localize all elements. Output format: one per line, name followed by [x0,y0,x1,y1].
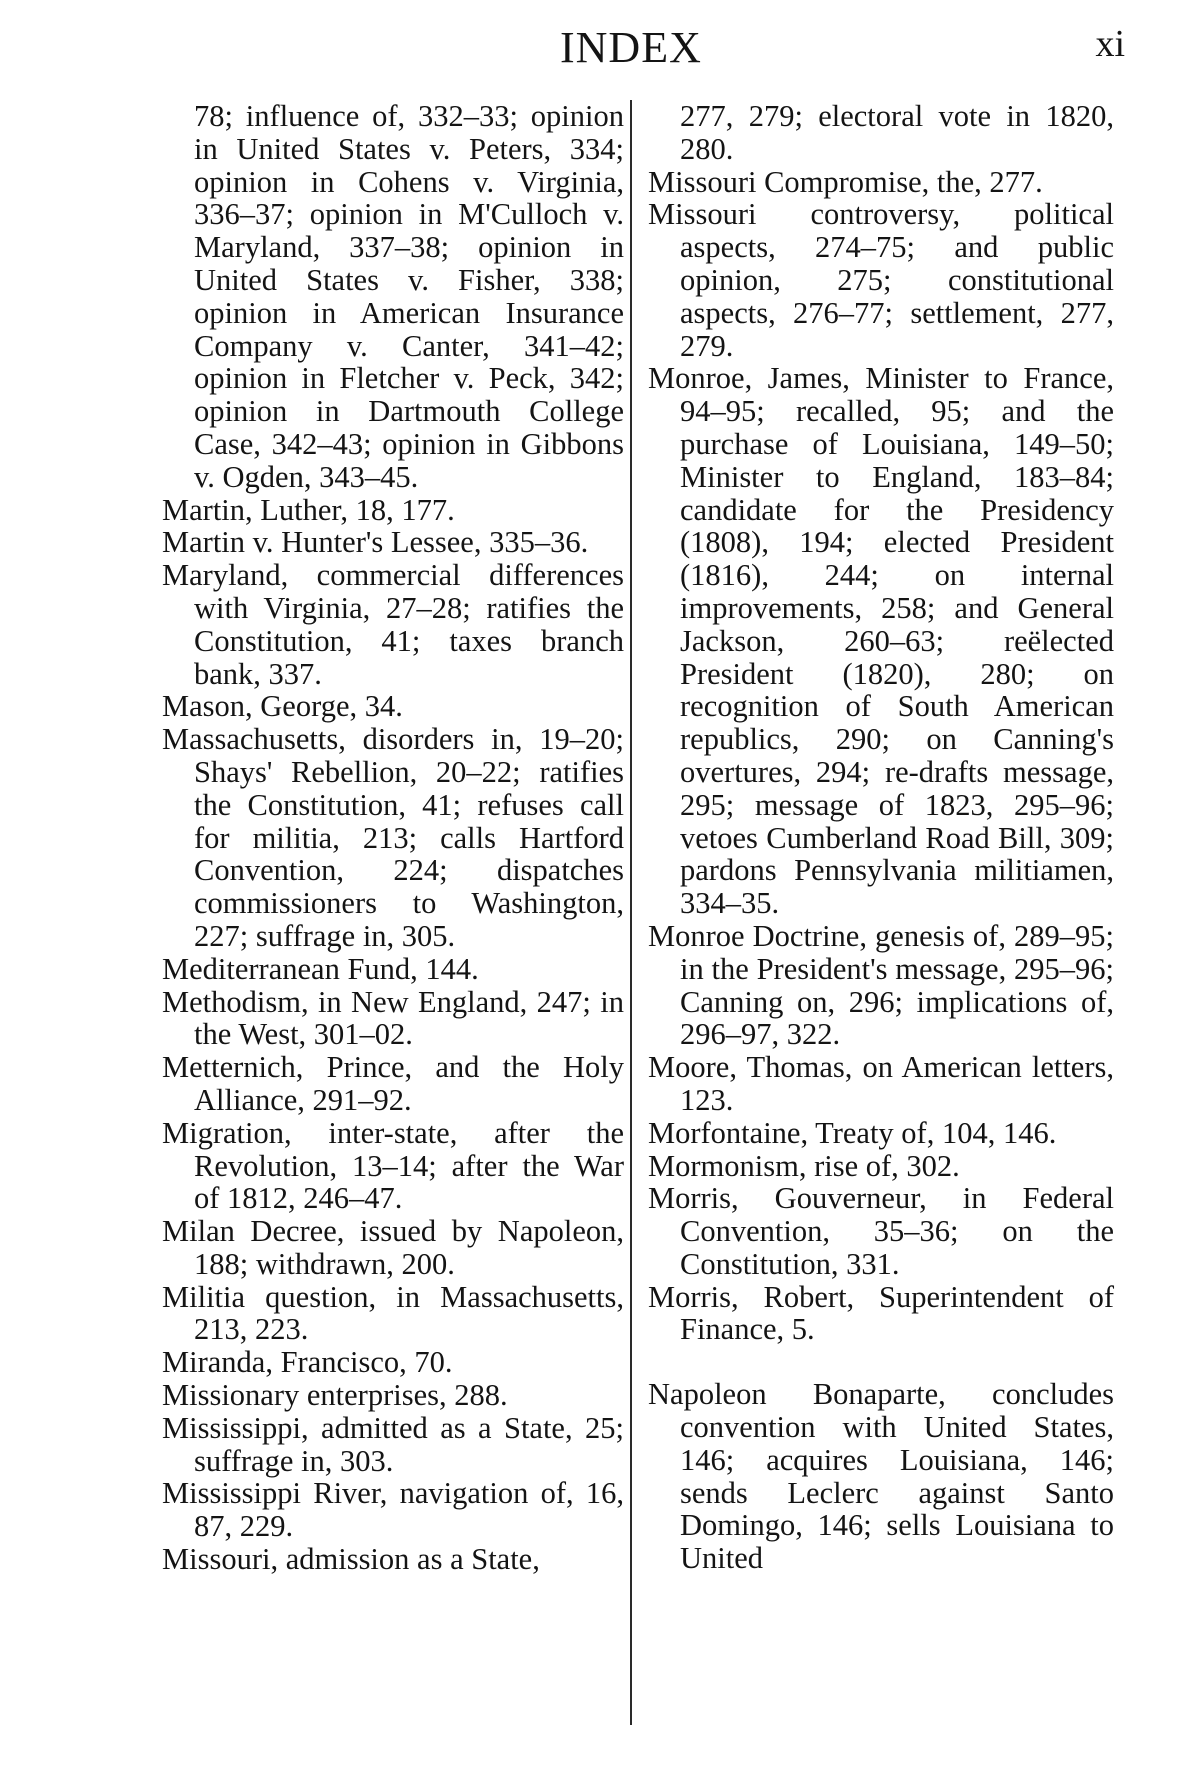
running-head [0,22,1185,82]
index-entry: Massachusetts, disorders in, 19–20; Shays' Rebellion, 20–22; ratifies the Constitution, 41; refuses call for militia, 213; calls Hartford Convention, 224; dispatches commissioners to Washington, 227; suffrage in, 305. [162,722,624,953]
index-entry: Morris, Gouverneur, in Federal Convention, 35–36; on the Constitution, 331. [648,1181,1114,1281]
index-entry: Martin v. Hunter's Lessee, 335–36. [162,525,589,560]
index-entry: Mediterranean Fund, 144. [162,951,479,986]
index-column-right [648,100,1114,1575]
index-entry: Monroe, James, Minister to France, 94–95; recalled, 95; and the purchase of Louisiana, 149–50; Minister to England, 183–84; candidate for the Presidency (1808), 194; elected President (1816), 244; on internal improvements, 258; and General Jackson, 260–63; reëlected President (1820), 280; on recognition of South American republics, 290; on Canning's overtures, 294; re-drafts message, 295; message of 1823, 295–96; vetoes Cumberland Road Bill, 309; pardons Pennsylvania militiamen, 334–35. [648,361,1114,921]
index-entry: Moore, Thomas, on American letters, 123. [648,1050,1114,1117]
page-title: INDEX [560,23,702,72]
index-entry: Maryland, commercial differences with Virginia, 27–28; ratifies the Constitution, 41; taxes branch bank, 337. [162,558,624,691]
column-divider [630,100,632,1725]
index-entry: Napoleon Bonaparte, concludes convention with United States, 146; acquires Louisiana, 146; sends Leclerc against Santo Domingo, 146; sells Louisiana to United [648,1377,1114,1576]
index-entry: Milan Decree, issued by Napoleon, 188; withdrawn, 200. [162,1214,624,1281]
index-entry: Miranda, Francisco, 70. [162,1345,453,1380]
index-entry: Metternich, Prince, and the Holy Alliance, 291–92. [162,1050,624,1117]
page-number: xi [1095,23,1125,65]
index-entry: Morfontaine, Treaty of, 104, 146. [648,1115,1057,1150]
index-entry: Migration, inter-state, after the Revolution, 13–14; after the War of 1812, 246–47. [162,1115,624,1216]
index-entry: Mississippi, admitted as a State, 25; suffrage in, 303. [162,1410,624,1478]
index-entry: Militia question, in Massachusetts, 213, 223. [162,1279,624,1347]
index-entry: Missionary enterprises, 288. [162,1378,508,1413]
index-entry: Mississippi River, navigation of, 16, 87, 229. [162,1476,624,1544]
index-entry: 277, 279; electoral vote in 1820, 280. [680,99,1114,166]
index-entry: Methodism, in New England, 247; in the West, 301–02. [162,984,624,1052]
index-entry: Missouri controversy, political aspects, 274–75; and public opinion, 275; constitutional aspects, 276–77; settlement, 277, 279. [648,197,1114,363]
index-column-left [162,100,624,1576]
index-entry: Missouri, admission as a State, [162,1542,540,1577]
index-entry: 78; influence of, 332–33; opinion in United States v. Peters, 334; opinion in Cohens v. Virginia, 336–37; opinion in M'Culloch v. Maryland, 337–38; opinion in United States v. Fisher, 338; opinion in American Insurance Company v. Canter, 341–42; opinion in Fletcher v. Peck, 342; opinion in Dartmouth College Case, 342–43; opinion in Gibbons v. Ogden, 343–45. [194,99,624,494]
index-entry: Morris, Robert, Superintendent of Finance, 5. [648,1279,1114,1347]
index-entry: Mason, George, 34. [162,689,403,724]
index-entry: Monroe Doctrine, genesis of, 289–95; in the President's message, 295–96; Canning on, 296; implications of, 296–97, 322. [648,918,1114,1052]
index-entry: Mormonism, rise of, 302. [648,1148,960,1183]
index-entry: Missouri Compromise, the, 277. [648,164,1043,199]
index-entry: Martin, Luther, 18, 177. [162,492,455,527]
